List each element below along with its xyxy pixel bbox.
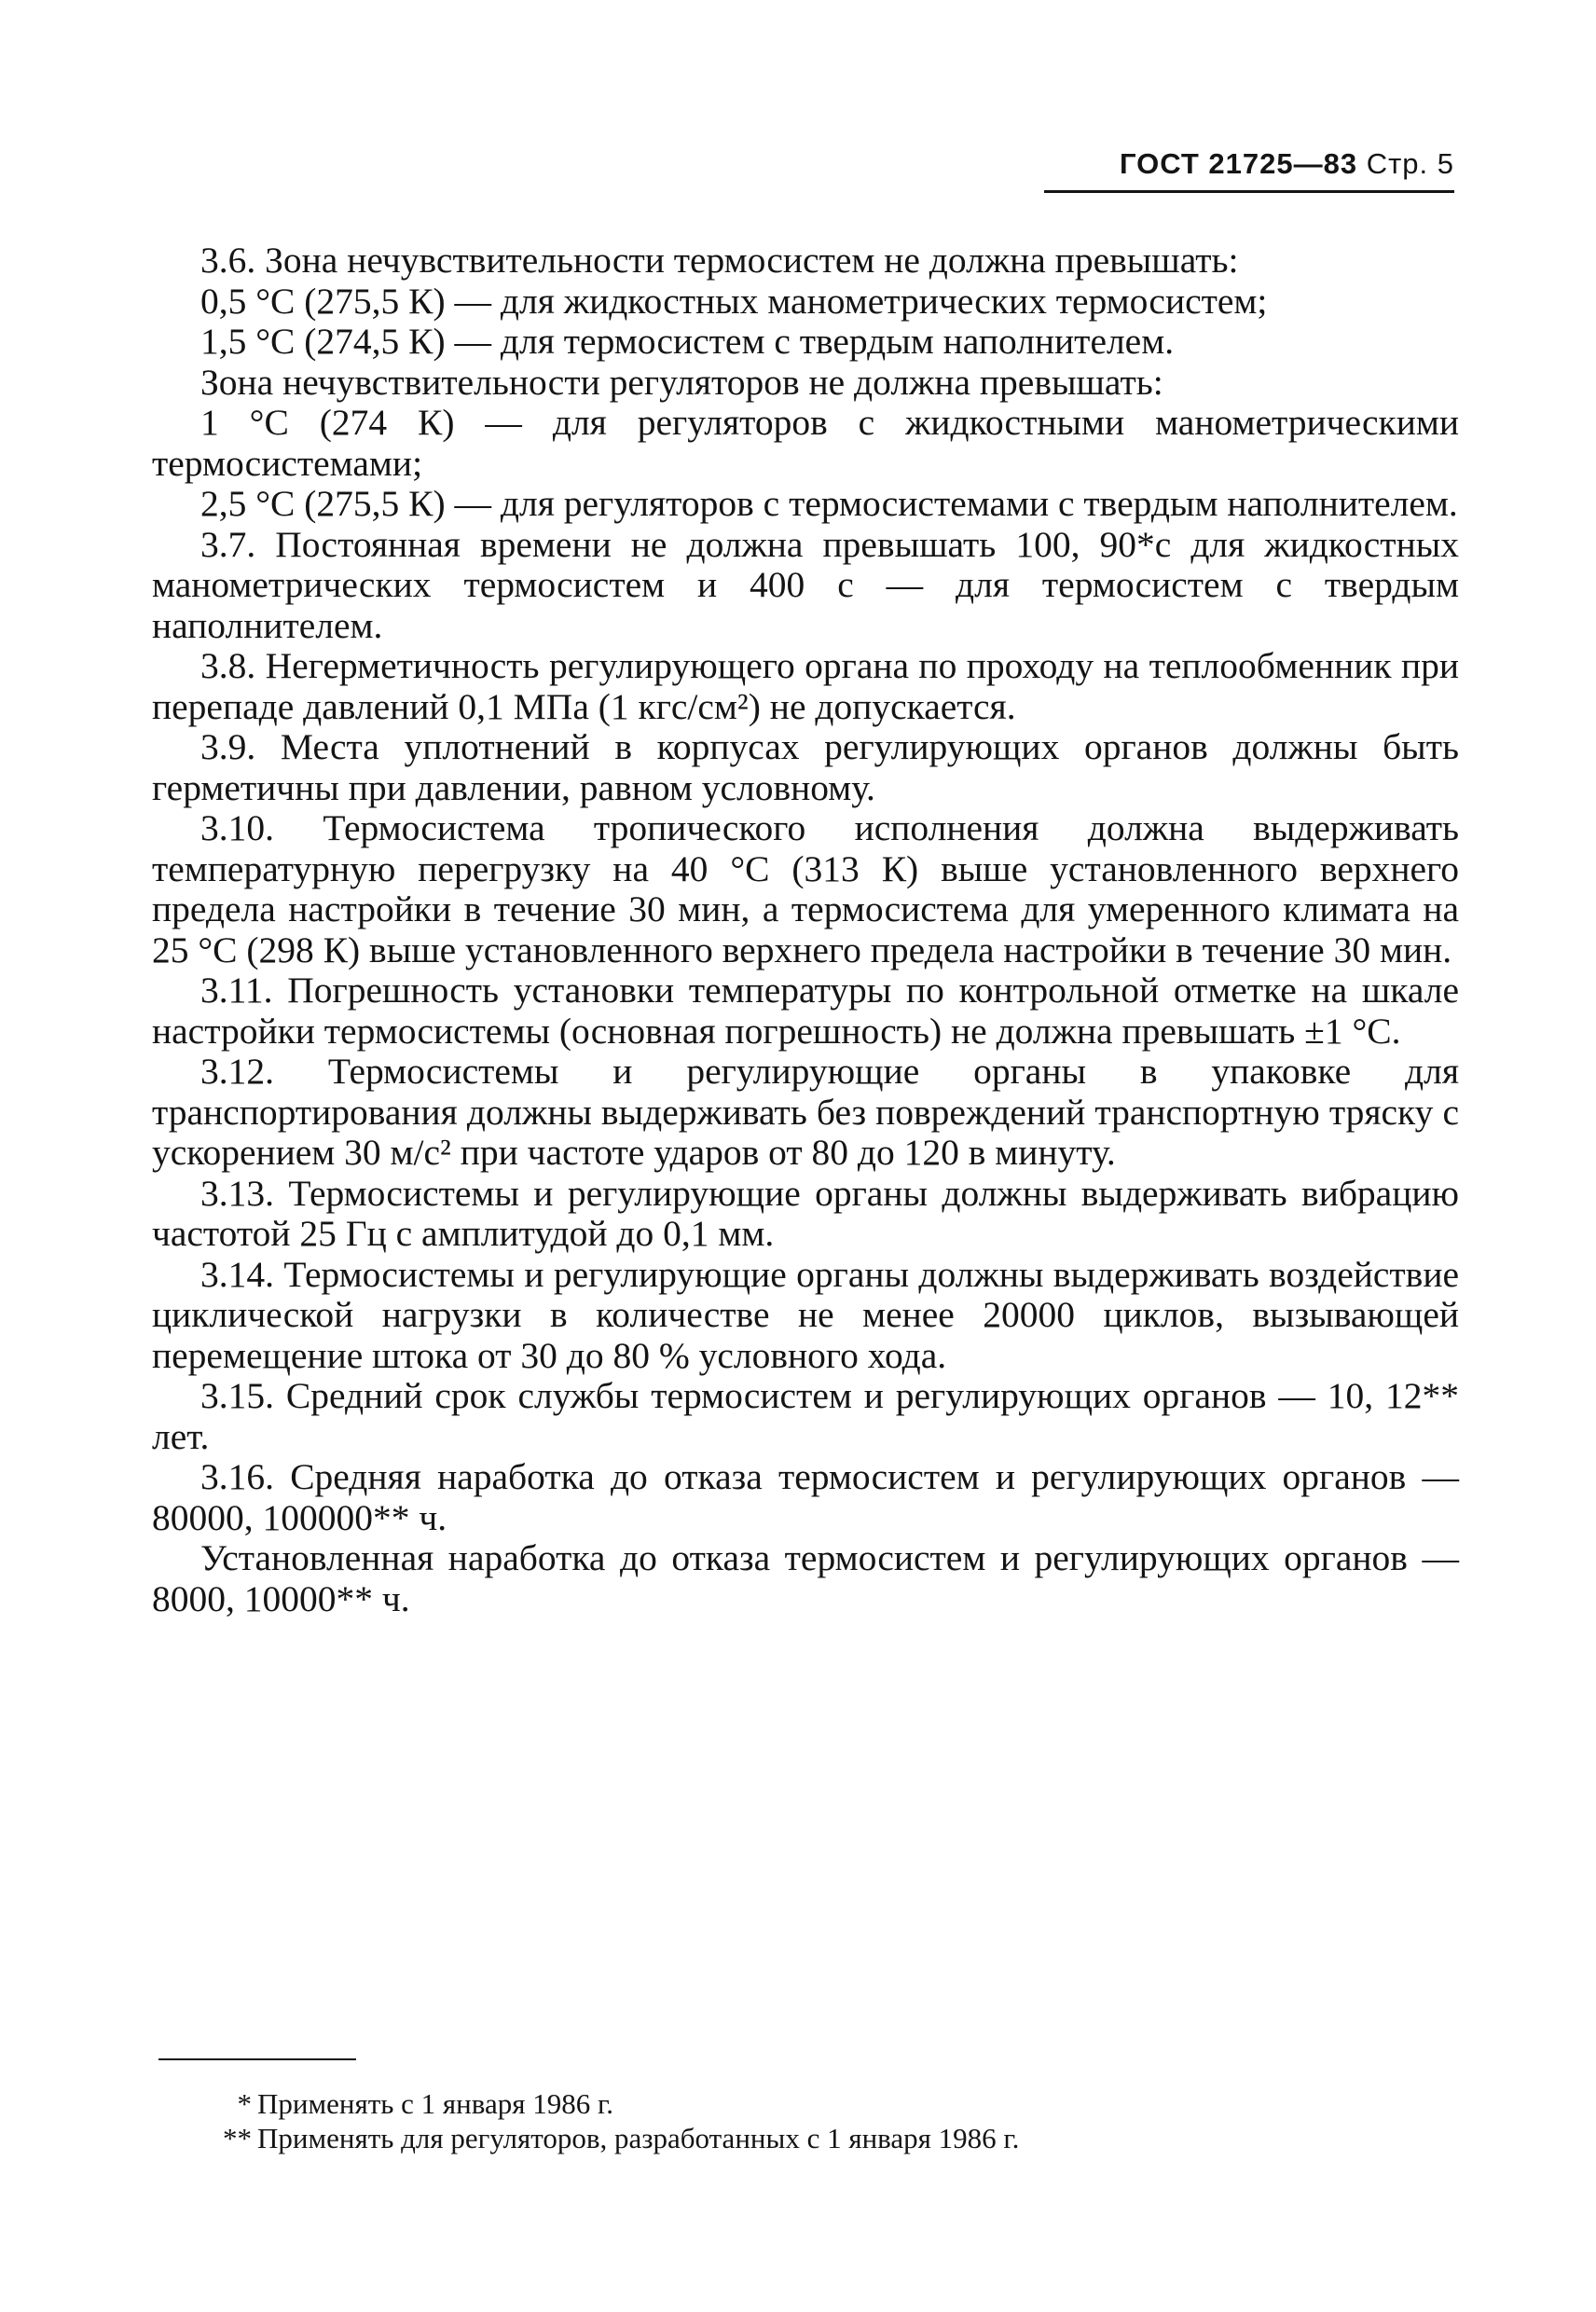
paragraph-3-8: 3.8. Негерметичность регулирующего органа по проходу на теплообменник при перепаде давлений 0,1 МПа (1 кгс/см²) не допускается. [152, 645, 1459, 727]
paragraph-3-10: 3.10. Термосистема тропического исполнения должна выдерживать температурную перегрузку на 40 °С (313 К) выше установленного верхнего предела настройки в течение 30 мин, а термосистема для умеренного климата на 25 °С (298 К) выше установленного верхнего предела настройки в течение 30 мин. [152, 807, 1459, 970]
paragraph-3-6-regulators: Зона нечувствительности регуляторов не должна превышать: [200, 361, 1163, 403]
footnotes [198, 2086, 1410, 2155]
paragraph-3-6-reg-solid: 2,5 °С (275,5 К) — для регуляторов с термосистемами с твердым наполнителем. [200, 483, 1458, 524]
paragraph-3-16-established: Установленная наработка до отказа термосистем и регулирующих органов — 8000, 10000** ч. [152, 1537, 1459, 1619]
paragraph-3-6: 3.6. Зона нечувствительности термосистем не должна превышать: [200, 240, 1239, 281]
paragraph-3-11: 3.11. Погрешность установки температуры по контрольной отметке на шкале настройки термосистемы (основная погрешность) не должна превышать ±1 °С. [152, 970, 1459, 1052]
paragraph-3-6-liquid: 0,5 °С (275,5 К) — для жидкостных манометрических термосистем; [200, 280, 1268, 322]
paragraph-3-16: 3.16. Средняя наработка до отказа термосистем и регулирующих органов — 80000, 100000** ч. [152, 1456, 1459, 1538]
footnote-item [198, 2121, 1410, 2155]
paragraph-3-14: 3.14. Термосистемы и регулирующие органы должны выдерживать воздействие циклической нагрузки в количестве не менее 20000 циклов, вызывающей перемещение штока от 30 до 80 % условного хода. [152, 1253, 1459, 1376]
footnote-mark: ** [223, 2122, 252, 2154]
footnote-mark: * [237, 2087, 252, 2120]
footnote-divider [158, 2058, 356, 2060]
paragraph-3-7: 3.7. Постоянная времени не должна превышать 100, 90*с для жидкостных манометрических термосистем и 400 с — для термосистем с твердым наполнителем. [152, 523, 1459, 646]
paragraph-3-9: 3.9. Места уплотнений в корпусах регулирующих органов должны быть герметичны при давлении, равном условному. [152, 726, 1459, 808]
document-body [152, 241, 1459, 1619]
paragraph-3-12: 3.12. Термосистемы и регулирующие органы в упаковке для транспортирования должны выдерживать без повреждений транспортную тряску с ускорением 30 м/с² при частоте ударов от 80 до 120 в минуту. [152, 1051, 1459, 1173]
paragraph-3-13: 3.13. Термосистемы и регулирующие органы должны выдерживать вибрацию частотой 25 Гц с амплитудой до 0,1 мм. [152, 1172, 1459, 1254]
footnote-item [198, 2086, 1410, 2121]
paragraph-3-6-solid: 1,5 °С (274,5 К) — для термосистем с твердым наполнителем. [200, 321, 1175, 362]
page-number: Стр. 5 [1366, 147, 1454, 180]
footnote-text: Применять для регуляторов, разработанных с 1 января 1986 г. [257, 2122, 1020, 2154]
footnote-text: Применять с 1 января 1986 г. [257, 2087, 613, 2120]
paragraph-3-15: 3.15. Средний срок службы термосистем и регулирующих органов — 10, 12** лет. [152, 1375, 1459, 1457]
paragraph-3-6-reg-liquid: 1 °С (274 К) — для регуляторов с жидкостными манометрическими термосистемами; [152, 402, 1459, 484]
page-header [1044, 147, 1454, 193]
standard-number: ГОСТ 21725—83 [1119, 147, 1358, 180]
